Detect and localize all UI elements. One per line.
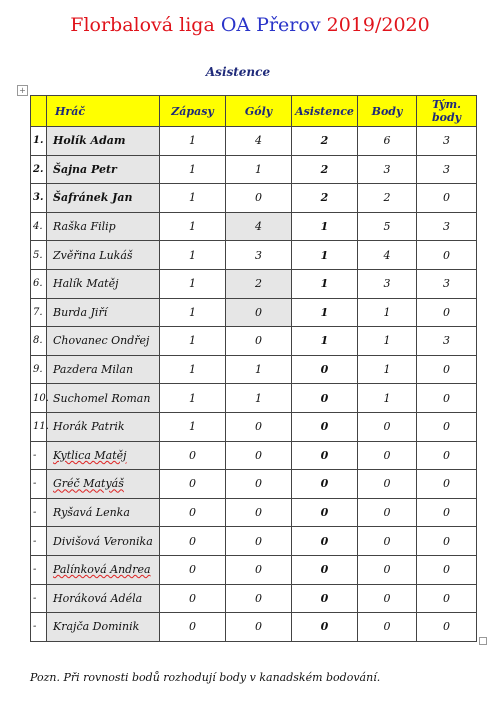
- row-rank: -: [31, 584, 47, 613]
- team-points-cell: 0: [417, 384, 477, 413]
- matches-cell: 1: [160, 155, 226, 184]
- row-rank: 1.: [31, 127, 47, 156]
- document-title: [0, 14, 500, 36]
- assists-cell: 0: [292, 555, 358, 584]
- header-goals: Góly: [226, 96, 292, 127]
- assists-cell: 2: [292, 127, 358, 156]
- table-row: [31, 613, 477, 642]
- player-name: Zvěřina Lukáš: [47, 241, 160, 270]
- matches-cell: 1: [160, 412, 226, 441]
- goals-cell: 0: [226, 184, 292, 213]
- player-name: [47, 555, 160, 584]
- team-points-cell: 0: [417, 441, 477, 470]
- goals-cell: 0: [226, 498, 292, 527]
- header-rank: [31, 96, 47, 127]
- table-row: [31, 584, 477, 613]
- assists-cell: 0: [292, 355, 358, 384]
- goals-cell: 0: [226, 412, 292, 441]
- row-rank: -: [31, 527, 47, 556]
- player-name: Ryšavá Lenka: [47, 498, 160, 527]
- assists-cell: 0: [292, 412, 358, 441]
- player-name: Raška Filip: [47, 212, 160, 241]
- points-cell: 0: [358, 470, 417, 499]
- table-move-handle-icon[interactable]: +: [17, 85, 28, 96]
- assists-cell: 0: [292, 384, 358, 413]
- player-name-text: Gréč Matyáš: [53, 477, 124, 491]
- points-cell: 0: [358, 527, 417, 556]
- table-row: [31, 241, 477, 270]
- points-cell: 1: [358, 384, 417, 413]
- team-points-cell: 0: [417, 613, 477, 642]
- table-row: [31, 269, 477, 298]
- assists-cell: 1: [292, 327, 358, 356]
- player-name: Suchomel Roman: [47, 384, 160, 413]
- assists-cell: 0: [292, 613, 358, 642]
- team-points-cell: 0: [417, 584, 477, 613]
- points-cell: 3: [358, 269, 417, 298]
- team-points-cell: 0: [417, 527, 477, 556]
- table-row: [31, 412, 477, 441]
- row-rank: 11.: [31, 412, 47, 441]
- assists-cell: 0: [292, 470, 358, 499]
- points-cell: 0: [358, 412, 417, 441]
- points-cell: 3: [358, 155, 417, 184]
- player-name: Šafránek Jan: [47, 184, 160, 213]
- matches-cell: 1: [160, 384, 226, 413]
- points-cell: 0: [358, 613, 417, 642]
- table-row: [31, 155, 477, 184]
- assists-cell: 1: [292, 269, 358, 298]
- player-name: Horáková Adéla: [47, 584, 160, 613]
- table-row: [31, 555, 477, 584]
- assists-cell: 0: [292, 498, 358, 527]
- team-points-cell: 0: [417, 555, 477, 584]
- assists-cell: 0: [292, 584, 358, 613]
- points-cell: 0: [358, 498, 417, 527]
- goals-cell: 0: [226, 555, 292, 584]
- row-rank: -: [31, 470, 47, 499]
- team-points-cell: 3: [417, 155, 477, 184]
- row-rank: -: [31, 498, 47, 527]
- header-team-points: Tým. body: [417, 96, 477, 127]
- goals-cell: 4: [226, 212, 292, 241]
- team-points-cell: 0: [417, 184, 477, 213]
- points-cell: 1: [358, 327, 417, 356]
- team-points-cell: 0: [417, 355, 477, 384]
- row-rank: -: [31, 441, 47, 470]
- matches-cell: 0: [160, 470, 226, 499]
- team-points-cell: 3: [417, 269, 477, 298]
- player-name: Horák Patrik: [47, 412, 160, 441]
- team-points-cell: 0: [417, 412, 477, 441]
- table-row: [31, 498, 477, 527]
- title-part-league: Florbalová liga: [70, 14, 221, 36]
- table-row: [31, 127, 477, 156]
- stats-table: [30, 95, 477, 642]
- points-cell: 2: [358, 184, 417, 213]
- row-rank: 5.: [31, 241, 47, 270]
- assists-cell: 0: [292, 527, 358, 556]
- assists-cell: 2: [292, 184, 358, 213]
- assists-cell: 0: [292, 441, 358, 470]
- row-rank: 4.: [31, 212, 47, 241]
- matches-cell: 1: [160, 241, 226, 270]
- row-rank: 9.: [31, 355, 47, 384]
- matches-cell: 0: [160, 527, 226, 556]
- row-rank: 3.: [31, 184, 47, 213]
- header-points: Body: [358, 96, 417, 127]
- points-cell: 1: [358, 355, 417, 384]
- table-resize-handle-icon[interactable]: [479, 637, 487, 645]
- assists-cell: 1: [292, 212, 358, 241]
- matches-cell: 1: [160, 127, 226, 156]
- table-row: [31, 298, 477, 327]
- matches-cell: 1: [160, 269, 226, 298]
- matches-cell: 1: [160, 355, 226, 384]
- points-cell: 0: [358, 441, 417, 470]
- player-name: Halík Matěj: [47, 269, 160, 298]
- team-points-cell: 3: [417, 127, 477, 156]
- table-row: [31, 384, 477, 413]
- matches-cell: 1: [160, 212, 226, 241]
- row-rank: 8.: [31, 327, 47, 356]
- goals-cell: 0: [226, 613, 292, 642]
- goals-cell: 0: [226, 298, 292, 327]
- table-row: [31, 212, 477, 241]
- player-name: [47, 470, 160, 499]
- team-points-cell: 0: [417, 298, 477, 327]
- row-rank: 6.: [31, 269, 47, 298]
- points-cell: 4: [358, 241, 417, 270]
- title-part-season: 2019/2020: [320, 14, 430, 36]
- goals-cell: 2: [226, 269, 292, 298]
- player-name: Divišová Veronika: [47, 527, 160, 556]
- table-row: [31, 327, 477, 356]
- matches-cell: 1: [160, 184, 226, 213]
- row-rank: -: [31, 613, 47, 642]
- goals-cell: 0: [226, 527, 292, 556]
- table-row: [31, 184, 477, 213]
- header-matches: Zápasy: [160, 96, 226, 127]
- row-rank: -: [31, 555, 47, 584]
- table-row: [31, 470, 477, 499]
- team-points-cell: 0: [417, 498, 477, 527]
- team-points-cell: 3: [417, 212, 477, 241]
- goals-cell: 3: [226, 241, 292, 270]
- matches-cell: 0: [160, 555, 226, 584]
- player-name: Pazdera Milan: [47, 355, 160, 384]
- goals-cell: 0: [226, 470, 292, 499]
- goals-cell: 0: [226, 584, 292, 613]
- title-part-school: OA Přerov: [220, 14, 321, 36]
- team-points-cell: 0: [417, 470, 477, 499]
- player-name: Burda Jiří: [47, 298, 160, 327]
- row-rank: 10.: [31, 384, 47, 413]
- goals-cell: 1: [226, 384, 292, 413]
- footnote: Pozn. Při rovnosti bodů rozhodují body v kanadském bodování.: [30, 671, 381, 684]
- player-name: Holík Adam: [47, 127, 160, 156]
- player-name: Krajča Dominik: [47, 613, 160, 642]
- goals-cell: 0: [226, 441, 292, 470]
- matches-cell: 1: [160, 298, 226, 327]
- points-cell: 5: [358, 212, 417, 241]
- matches-cell: 0: [160, 613, 226, 642]
- points-cell: 1: [358, 298, 417, 327]
- row-rank: 2.: [31, 155, 47, 184]
- player-name-text: Kytlica Matěj: [53, 448, 127, 462]
- goals-cell: 0: [226, 327, 292, 356]
- player-name: Chovanec Ondřej: [47, 327, 160, 356]
- goals-cell: 1: [226, 355, 292, 384]
- header-player: Hráč: [47, 96, 160, 127]
- goals-cell: 4: [226, 127, 292, 156]
- matches-cell: 0: [160, 441, 226, 470]
- table-row: [31, 355, 477, 384]
- player-name: Šajna Petr: [47, 155, 160, 184]
- table-row: [31, 441, 477, 470]
- table-subtitle: Asistence: [205, 65, 271, 79]
- points-cell: 6: [358, 127, 417, 156]
- points-cell: 0: [358, 584, 417, 613]
- assists-cell: 1: [292, 241, 358, 270]
- assists-cell: 2: [292, 155, 358, 184]
- player-name: [47, 441, 160, 470]
- team-points-cell: 3: [417, 327, 477, 356]
- header-assists: Asistence: [292, 96, 358, 127]
- row-rank: 7.: [31, 298, 47, 327]
- matches-cell: 1: [160, 327, 226, 356]
- assists-cell: 1: [292, 298, 358, 327]
- matches-cell: 0: [160, 498, 226, 527]
- table-row: [31, 527, 477, 556]
- table-header-row: [31, 96, 477, 127]
- matches-cell: 0: [160, 584, 226, 613]
- team-points-cell: 0: [417, 241, 477, 270]
- goals-cell: 1: [226, 155, 292, 184]
- player-name-text: Palínková Andrea: [53, 563, 151, 577]
- points-cell: 0: [358, 555, 417, 584]
